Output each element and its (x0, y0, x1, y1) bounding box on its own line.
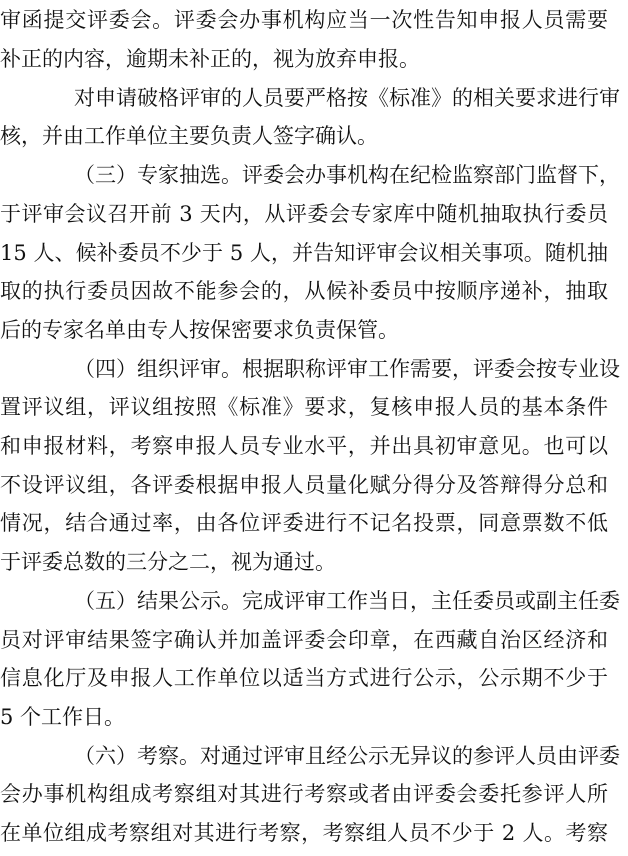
text-line (0, 426, 628, 465)
text-line-content: 核，并由工作单位主要负责人签字确认。 (0, 124, 378, 149)
text-line (0, 581, 628, 620)
text-line (0, 503, 628, 542)
text-line (0, 232, 628, 271)
text-line-content: 审函提交评委会。评委会办事机构应当一次性告知申报人员需要 (0, 8, 608, 33)
text-line (0, 0, 628, 39)
text-line (0, 774, 628, 813)
text-line (0, 116, 628, 155)
text-line (0, 271, 628, 310)
text-line-content: 5 个工作日。 (0, 704, 126, 729)
text-line (0, 348, 628, 387)
text-line (0, 310, 628, 349)
text-line-content: 不设评议组，各评委根据申报人员量化赋分得分及答辩得分总和 (0, 472, 608, 497)
text-line-content: 置评议组，评议组按照《标准》要求，复核申报人员的基本条件 (0, 395, 608, 420)
text-line-content: 和申报材料，考察申报人员专业水平，并出具初审意见。也可以 (0, 434, 608, 459)
text-line (0, 813, 628, 852)
text-line-content: 在单位组成考察组对其进行考察，考察组人员不少于 2 人。考察 (0, 821, 608, 846)
text-line-content: 于评审会议召开前 3 天内，从评委会专家库中随机抽取执行委员 (0, 201, 608, 226)
text-line (0, 387, 628, 426)
text-line (0, 658, 628, 697)
text-line (0, 735, 628, 774)
text-line-content: （四）组织评审。根据职称评审工作需要，评委会按专业设 (74, 356, 620, 381)
text-line-content: 取的执行委员因故不能参会的，从候补委员中按顺序递补，抽取 (0, 279, 608, 304)
text-line-content: （六）考察。对通过评审且经公示无异议的参评人员由评委 (74, 743, 620, 768)
text-line-content: 员对评审结果签字确认并加盖评委会印章，在西藏自治区经济和 (0, 627, 608, 652)
text-line-content: 会办事机构组成考察组对其进行考察或者由评委会委托参评人所 (0, 782, 608, 807)
text-line-content: 补正的内容，逾期未补正的，视为放弃申报。 (0, 47, 420, 72)
text-line (0, 619, 628, 658)
text-line (0, 542, 628, 581)
text-line (0, 194, 628, 233)
text-line-content: 情况，结合通过率，由各位评委进行不记名投票，同意票数不低 (0, 511, 608, 536)
text-line-content: （三）专家抽选。评委会办事机构在纪检监察部门监督下， (74, 163, 620, 188)
text-line-content: 对申请破格评审的人员要严格按《标准》的相关要求进行审 (74, 85, 620, 110)
text-line (0, 697, 628, 736)
text-line (0, 39, 628, 78)
text-line-content: 信息化厅及申报人工作单位以适当方式进行公示，公示期不少于 (0, 666, 608, 691)
text-line-content: 于评委总数的三分之二，视为通过。 (0, 550, 336, 575)
text-line-content: 后的专家名单由专人按保密要求负责保管。 (0, 317, 399, 342)
text-line (0, 464, 628, 503)
text-line (0, 155, 628, 194)
text-line (0, 77, 628, 116)
text-line-content: （五）结果公示。完成评审工作当日，主任委员或副主任委 (74, 588, 620, 613)
text-line-content: 15 人、候补委员不少于 5 人，并告知评审会议相关事项。随机抽 (0, 240, 608, 265)
